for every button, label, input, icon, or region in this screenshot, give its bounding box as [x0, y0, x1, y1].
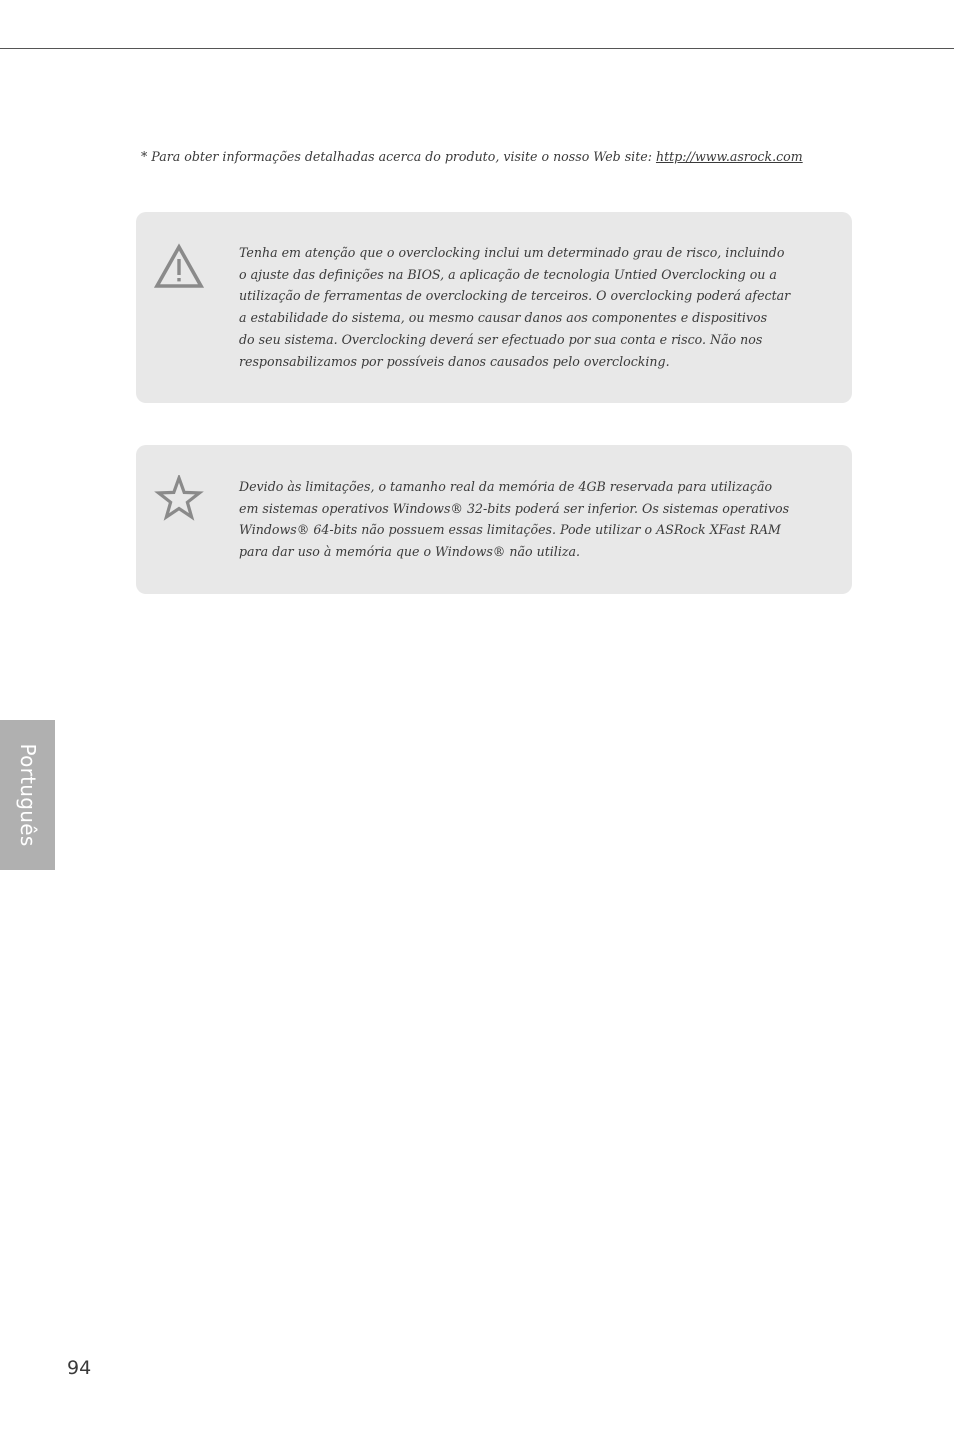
note-line: Windows® 64-bits não possuem essas limitações. Pode utilizar o ASRock XFast RAM [239, 522, 781, 538]
warning-line: a estabilidade do sistema, ou mesmo causar danos aos componentes e dispositivos [239, 310, 768, 326]
language-side-tab [0, 720, 55, 870]
warning-line: Tenha em atenção que o overclocking inclui um determinado grau de risco, incluindo [239, 245, 785, 260]
star-icon [154, 475, 204, 521]
warning-line: o ajuste das definições na BIOS, a aplicação de tecnologia Untied Overclocking ou a [239, 266, 777, 282]
overclocking-warning-box [136, 212, 852, 403]
warning-triangle-icon [154, 243, 204, 289]
page-number: 94 [67, 1357, 92, 1379]
overclocking-warning-text [239, 242, 799, 372]
warning-line: utilização de ferramentas de overclocking de terceiros. O overclocking poderá afectar [239, 288, 791, 304]
language-label: Português [15, 743, 40, 847]
memory-limitation-note-box [136, 445, 852, 594]
product-info-footnote [141, 147, 861, 167]
top-rule [0, 48, 954, 49]
warning-line: do seu sistema. Overclocking deverá ser efectuado por sua conta e risco. Não nos [239, 331, 763, 347]
note-line: para dar uso à memória que o Windows® não utiliza. [239, 544, 581, 560]
memory-limitation-text [239, 476, 799, 563]
warning-line: responsabilizamos por possíveis danos causados pelo overclocking. [239, 353, 670, 369]
asrock-website-link[interactable]: http://www.asrock.com [655, 148, 803, 164]
footnote-text: * Para obter informações detalhadas acerca do produto, visite o nosso Web site: [141, 148, 656, 164]
note-line: em sistemas operativos Windows® 32-bits poderá ser inferior. Os sistemas operativos [239, 500, 790, 516]
note-line: Devido às limitações, o tamanho real da memória de 4GB reservada para utilização [239, 479, 773, 494]
